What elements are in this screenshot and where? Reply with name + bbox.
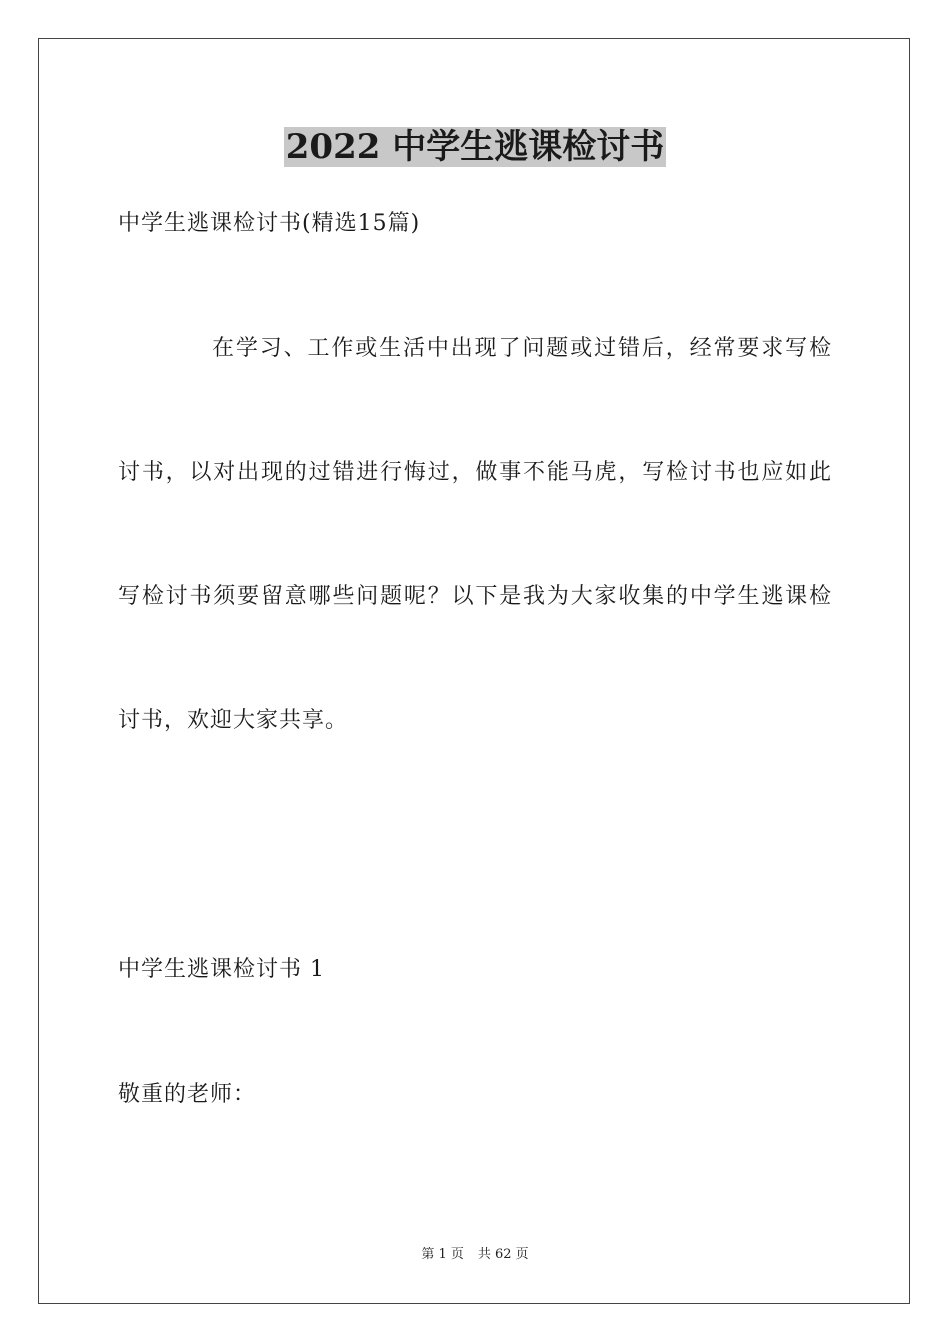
document-title bbox=[0, 124, 950, 170]
document-title-text: 2022 中学生逃课检讨书 bbox=[285, 127, 665, 167]
intro-paragraph-line-2: 讨书，以对出现的过错进行悔过，做事不能马虎，写检讨书也应如此 bbox=[118, 460, 832, 485]
page-number: 第 1 页 bbox=[421, 1247, 464, 1262]
salutation: 敬重的老师： bbox=[118, 1082, 257, 1107]
intro-paragraph-line-4: 讨书，欢迎大家共享。 bbox=[118, 708, 349, 733]
intro-paragraph-line-3: 写检讨书须要留意哪些问题呢？以下是我为大家收集的中学生逃课检 bbox=[118, 584, 832, 609]
page-footer bbox=[0, 1246, 950, 1264]
page-total: 共 62 页 bbox=[477, 1247, 529, 1262]
intro-paragraph-line-1: 在学习、工作或生活中出现了问题或过错后，经常要求写检 bbox=[212, 336, 832, 361]
section-heading: 中学生逃课检讨书 1 bbox=[118, 957, 325, 982]
document-subtitle: 中学生逃课检讨书(精选15篇) bbox=[118, 211, 421, 236]
